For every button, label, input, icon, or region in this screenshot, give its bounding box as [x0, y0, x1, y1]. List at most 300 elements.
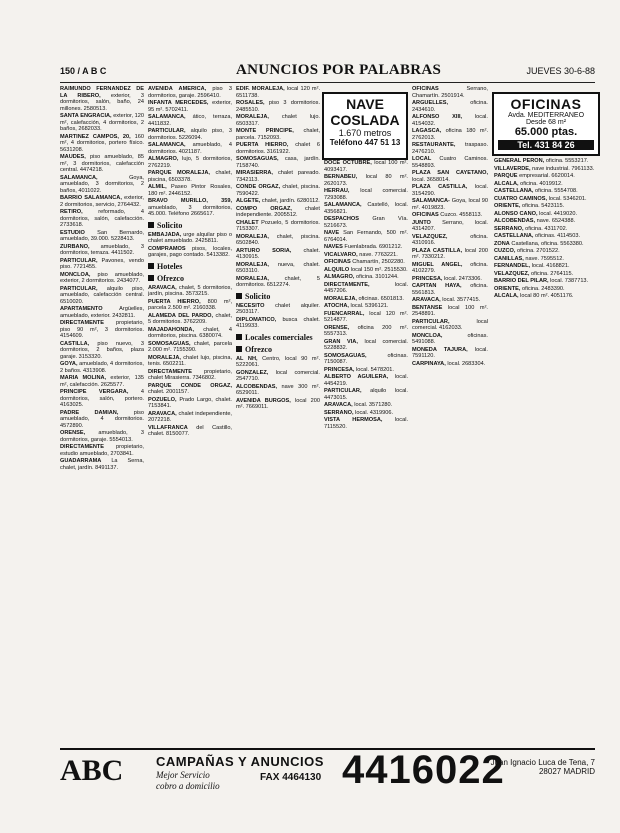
- ad-lead: GONZALEZ,: [236, 369, 269, 376]
- classified-ad: [494, 173, 595, 180]
- ad-text: alquilo piso, amueblado, calefacción central. 6510020.: [60, 285, 144, 305]
- ad-text: 4 dormitorios, salón, portero. 4163025.: [60, 389, 144, 408]
- ad-lead: MONCLOA,: [60, 271, 91, 278]
- ad-text: Castelló, local. 4356821.: [324, 202, 408, 215]
- section-heading-label: Locales comerciales: [245, 332, 313, 342]
- ad-lead: VILLAVERDE,: [494, 165, 531, 172]
- ad-text: oficina. 5554708.: [535, 188, 578, 194]
- classified-ad: [412, 184, 488, 197]
- campaign-banner: CAMPAÑAS Y ANUNCIOS: [156, 754, 324, 769]
- ad-text: local. 4168821.: [531, 263, 570, 269]
- classified-ad: [324, 282, 408, 295]
- classified-ad: [494, 233, 595, 240]
- ad-text: pisos, locales, garajes, pago contado. 5413382.: [148, 245, 232, 258]
- classified-ad: [324, 252, 408, 259]
- ad-lead: AL NH,: [236, 355, 258, 362]
- classified-ad: [324, 160, 408, 173]
- ad-text: piso nuevo, 3 dormitorios, 2 baños, plaza garaje. 3153320.: [60, 340, 144, 360]
- section-heading: [148, 221, 232, 230]
- ad-lead: RETIRO,: [60, 209, 83, 215]
- classified-ad: [148, 100, 232, 113]
- ad-text: Goya, local 90 m². 4019823.: [412, 198, 488, 211]
- ad-text: local. 7591120.: [412, 346, 488, 359]
- ad-text: oficinas. 6501813.: [358, 295, 404, 302]
- ad-lead: PRINCESA,: [324, 366, 355, 373]
- ad-lead: PRINCIPE VERGARA,: [60, 389, 129, 395]
- ad-lead: POZUELO,: [148, 396, 177, 403]
- ad-text: del Castillo, chalet. 8150077.: [148, 424, 232, 437]
- classified-ad: [60, 113, 144, 133]
- section-heading-label: Ofrezco: [157, 273, 184, 283]
- classified-ad: [494, 248, 595, 255]
- ad-lead: PUERTA HIERRO,: [236, 142, 289, 148]
- ads-column-1: [60, 86, 144, 742]
- ad-lead: PRINCESA,: [412, 275, 443, 282]
- classified-ad: [148, 327, 232, 340]
- classified-ad: [324, 374, 408, 387]
- ad-lead: MORALEJA,: [236, 233, 269, 240]
- classified-ad: [236, 114, 320, 127]
- ad-lead: ALFONSO XIII,: [412, 114, 463, 120]
- ad-lead: PADRE DAMIAN,: [60, 409, 119, 416]
- ad-text: local. 4457206.: [324, 281, 408, 294]
- ad-text: oficina. 5561813.: [412, 283, 488, 296]
- ad-oficinas-price: 65.000 ptas.: [514, 126, 578, 138]
- classified-ad: [324, 230, 408, 243]
- classified-ad: [324, 339, 408, 352]
- classified-ad: [60, 286, 144, 306]
- classified-ad: [324, 188, 408, 201]
- ad-lead: PARQUE MORALEJA,: [148, 170, 210, 176]
- ad-lead: VISTA HERMOSA,: [324, 417, 383, 423]
- square-bullet-icon: [236, 293, 242, 299]
- classified-ad: [412, 305, 488, 318]
- ad-lead: GUADARRAMA: [60, 458, 102, 464]
- ad-lead: PARTICULAR,: [60, 285, 98, 292]
- ad-text: Cuatro Caminos. 5548893.: [412, 156, 488, 169]
- classified-ad: [494, 286, 595, 293]
- classified-ad: [494, 166, 595, 173]
- ad-lead: PLAZA SAN CAYETANO,: [412, 170, 488, 176]
- ad-nave-line3: 1.670 metros: [338, 128, 392, 138]
- ads-column-6: [494, 158, 595, 742]
- ad-lead: HERRAU,: [324, 188, 350, 194]
- ad-lead: GRAN VIA,: [324, 338, 358, 345]
- classified-ad: [324, 325, 408, 338]
- classified-ad: [412, 128, 488, 141]
- classified-ad: [412, 234, 488, 247]
- classified-ad: [148, 355, 232, 368]
- ad-lead: DIPLOMATICO,: [236, 316, 277, 323]
- oficinas-ad: [492, 92, 600, 156]
- ad-text: local. 4319906.: [355, 409, 394, 416]
- ad-text: La Serna, chalet, jardín. 8491137.: [60, 458, 144, 471]
- ad-text: nueva, chalet. 6503110.: [236, 261, 320, 274]
- classified-ad: [60, 430, 144, 443]
- ad-lead: AVENIDA AMERICA,: [148, 86, 207, 92]
- ad-lead: APARTAMENTO: [60, 306, 103, 312]
- ad-text: amueblado, 3 dormitorios, terraza. 4411502.: [60, 243, 144, 256]
- ad-text: Cuzco. 4558113.: [440, 212, 483, 218]
- ad-lead: MONCLOA,: [412, 332, 443, 339]
- ad-oficinas-title: OFICINAS: [510, 96, 582, 112]
- section-heading: [148, 262, 232, 271]
- ad-lead: MORALEJA,: [236, 275, 269, 282]
- classified-ad: [60, 175, 144, 195]
- ad-text: chalet, 4 dormitorios, piscina. 6380074.: [148, 326, 232, 339]
- ad-lead: OFICINAS: [412, 86, 439, 92]
- ad-lead: CUZCO,: [494, 248, 516, 254]
- ad-text: oficina. 2701522.: [517, 248, 560, 254]
- ad-lead: SALAMANCA,: [60, 174, 98, 181]
- ad-lead: ALGETE,: [236, 198, 261, 204]
- ad-lead: CUATRO CAMINOS,: [494, 195, 548, 202]
- classified-ad: [236, 384, 320, 397]
- ad-text: chalet alquiler. 2503117.: [236, 302, 320, 315]
- ad-text: Goya, amueblado, 3 dormitorios, 2 baños, 4011022.: [60, 174, 144, 194]
- ad-text: 160 m², 4 dormitorios, portero físico. 5631208.: [60, 133, 144, 153]
- ad-text: amueblado, 3 dormitorios, 45.000. Teléfono 2665617.: [148, 204, 232, 217]
- page-label: 150 / A B C: [60, 66, 107, 76]
- classified-ad: [324, 388, 408, 401]
- ad-lead: PARTICULAR,: [324, 388, 362, 394]
- section-heading: [236, 345, 320, 354]
- ad-lead: CAPITAN HAYA,: [412, 283, 462, 289]
- classified-ad: [494, 226, 595, 233]
- ad-text: Fuenlabrada. 6901212.: [344, 244, 403, 250]
- ad-text: oficinas. 5491088.: [412, 332, 488, 345]
- ad-lead: COMPO ORGAZ,: [236, 205, 292, 212]
- classified-ad: [412, 100, 488, 113]
- ad-text: San Fernando, 500 m². 6764014.: [324, 230, 408, 243]
- ad-text: amueblado, 4 dormitorios, 2 baños. 4313908.: [60, 361, 144, 374]
- ad-lead: MONEDA TAJURA,: [412, 346, 468, 353]
- ad-text: Argüelles, amueblado, exterior. 2432811.: [60, 306, 144, 319]
- ad-lead: EMBAJADA,: [148, 231, 182, 238]
- ad-lead: ALMIL,: [148, 184, 167, 190]
- ad-lead: ALCALA,: [494, 293, 519, 299]
- classified-ad: [236, 370, 320, 383]
- ad-text: chalet. 2001157.: [148, 389, 189, 395]
- ad-text: Serrano, Chamartín. 2501914.: [412, 86, 488, 99]
- ad-text: piso 3 dormitorios, garaje. 2596410.: [148, 86, 232, 99]
- ad-lead: ORENSE,: [324, 324, 350, 331]
- ad-text: local comercial. 2547710.: [236, 369, 320, 382]
- classified-ad: [148, 299, 232, 312]
- ad-text: chalet, parcela. 7152093.: [236, 128, 320, 141]
- classified-ad: [412, 198, 488, 211]
- classified-ad: [148, 285, 232, 298]
- ad-lead: ORIENTE,: [494, 203, 521, 209]
- ad-lead: PLAZA CASTILLA,: [412, 247, 463, 254]
- ad-text: oficina. 4019912.: [520, 180, 563, 187]
- address-line2: 28027 MADRID: [538, 767, 595, 776]
- ad-lead: ZURBANO,: [60, 243, 90, 250]
- ad-lead: GOYA,: [60, 361, 78, 367]
- classified-ad: [236, 184, 320, 197]
- classified-ad: [412, 170, 488, 183]
- ad-lead: VELAZQUEZ,: [412, 233, 448, 240]
- classified-ad: [60, 154, 144, 174]
- ad-lead: CANILLAS,: [494, 255, 524, 262]
- ads-column-4: [324, 160, 408, 742]
- classified-ad: [324, 296, 408, 303]
- ad-text: exterior, 95 m². 5702411.: [148, 100, 232, 113]
- ad-text: Paseo Pintor Rosales, 180 m². 2446152.: [148, 184, 232, 197]
- ad-lead: MARTINEZ CAMPOS, 20,: [60, 133, 131, 140]
- classified-ad: [324, 353, 408, 366]
- ads-phone-number: 4416022: [342, 748, 505, 792]
- ad-text: oficina. 2483390.: [521, 285, 565, 292]
- classified-ad: [148, 411, 232, 424]
- classified-ad: [148, 198, 232, 218]
- ad-lead: ALMAGRO,: [324, 274, 355, 280]
- ad-text: busca chalet. 4119933.: [236, 316, 320, 329]
- classified-ad: [236, 198, 320, 205]
- classified-ad: [148, 184, 232, 197]
- ad-lead: MARIA MOLINA,: [60, 375, 107, 381]
- classified-ad: [324, 267, 408, 274]
- classified-ad: [236, 86, 320, 99]
- ad-text: exterior, 3 dormitorios, salón, baño, 24 millones. 2580513.: [60, 92, 144, 112]
- ad-text: Gran Vía. 5216673.: [324, 216, 408, 229]
- ad-lead: BARRIO SALAMANCA,: [60, 195, 122, 201]
- ad-nave-line1: NAVE: [346, 96, 384, 112]
- ad-oficinas-size: Desde 68 m²: [525, 119, 567, 126]
- classified-ad: [236, 248, 320, 261]
- ad-lead: NECESITO: [236, 302, 265, 309]
- ad-text: propietario, piso 90 m², 3 dormitorios. 4154609.: [60, 320, 144, 339]
- ad-text: Castellana, oficina. 5563380.: [511, 240, 584, 247]
- ad-text: oficina. 5423115.: [521, 203, 565, 209]
- ad-text: chalet independiente, 2072218.: [148, 410, 232, 423]
- classified-ad: [412, 220, 488, 233]
- ad-lead: ALMAGRO,: [148, 156, 179, 162]
- ad-lead: DIRECTAMENTE: [148, 368, 193, 375]
- classified-ad: [324, 174, 408, 187]
- classified-ad: [494, 181, 595, 188]
- classified-ad: [60, 410, 144, 430]
- ad-lead: ALONSO CANO,: [494, 210, 538, 217]
- ad-text: local. 3154290.: [412, 184, 488, 197]
- cobro-tagline: cobro a domicilio: [156, 781, 220, 791]
- classified-ad: [148, 142, 232, 155]
- classified-ad: [60, 320, 144, 340]
- nave-coslada-ad: [322, 92, 408, 160]
- ad-text: nave. 7595512.: [525, 255, 564, 262]
- classified-ad: [148, 114, 232, 127]
- ad-lead: SOMOSAGUAS,: [148, 340, 191, 347]
- classified-ad: [236, 220, 320, 233]
- ad-text: oficina. 4310916.: [412, 233, 488, 246]
- ad-lead: INFANTA MERCEDES,: [148, 100, 209, 106]
- classified-ad: [236, 100, 320, 113]
- ad-text: Centro, local 90 m². 5222061.: [236, 355, 320, 368]
- classified-ad: [148, 156, 232, 169]
- classified-ad: [324, 417, 408, 430]
- classified-ad: [494, 196, 595, 203]
- ad-lead: CASTELLANA,: [494, 233, 534, 239]
- ad-text: piso 3 dormitorios. 2485510.: [236, 100, 320, 113]
- ad-lead: ORIENTE,: [494, 285, 521, 292]
- ad-text: oficina. 2434610.: [412, 100, 488, 113]
- ad-lead: MORALEJA,: [236, 114, 269, 120]
- ad-text: local. 4454219.: [324, 374, 408, 387]
- classified-ad: [324, 202, 408, 215]
- classified-ad: [236, 156, 320, 169]
- classified-ad: [324, 216, 408, 229]
- ad-text: local. 4154032.: [412, 114, 488, 127]
- ad-text: amueblado, 3 dormitorios, garaje. 5554013.: [60, 430, 144, 443]
- ad-text: local 100 m². 4093417.: [324, 160, 408, 173]
- classified-ad: [236, 356, 320, 369]
- ad-lead: ALCOBENDAS,: [494, 218, 536, 224]
- ad-lead: DIRECTAMENTE: [60, 444, 105, 450]
- ad-text: piso amueblado, 85 m², 3 dormitorios, calefacción central. 4474218.: [60, 154, 144, 173]
- ad-lead: JUNTO: [412, 219, 431, 226]
- ad-lead: AVENIDA BURGOS,: [236, 397, 291, 404]
- classified-ad: [236, 317, 320, 330]
- ad-lead: BERNABEU,: [324, 174, 358, 180]
- ad-text: exterior, 2 dormitorios, servicio, 2764432.: [60, 195, 144, 208]
- classified-ad: [60, 86, 144, 112]
- ad-lead: SALAMANCA,: [148, 114, 186, 120]
- classified-ad: [236, 276, 320, 289]
- ad-lead: EDIF. MORALEJA,: [236, 86, 285, 92]
- ad-nave-line2: COSLADA: [330, 112, 400, 128]
- ad-text: chalet lujo. 6503317.: [236, 114, 320, 127]
- ad-lead: VELAZQUEZ,: [494, 270, 530, 277]
- ad-lead: CASTILLA,: [60, 340, 90, 347]
- ad-lead: PUERTA HIERRO,: [148, 298, 201, 305]
- classified-ad: [494, 293, 595, 300]
- page-footer: [60, 748, 595, 800]
- classified-ad: [412, 333, 488, 346]
- classified-ad: [494, 241, 595, 248]
- ad-text: nave 300 m². 6529011.: [236, 383, 320, 396]
- ad-lead: DESPACHOS: [324, 216, 360, 222]
- ad-lead: NAVES: [324, 244, 343, 250]
- classified-ad: [494, 256, 595, 263]
- ad-lead: CARPINAYA,: [412, 360, 446, 367]
- ad-lead: SERRANO,: [324, 409, 354, 416]
- ad-lead: ARGUELLES,: [412, 100, 449, 106]
- classified-ad: [412, 114, 488, 127]
- page-header: [60, 62, 595, 83]
- classified-ad: [148, 170, 232, 183]
- ad-text: chalet, piscina, 6503378.: [148, 170, 232, 183]
- ad-lead: ZONA: [494, 240, 510, 247]
- ad-lead: ARAVACA,: [324, 402, 353, 408]
- ad-text: chalet, 5 dormitorios, jardín, piscina. 3573215.: [148, 284, 232, 297]
- office-address: [491, 758, 595, 776]
- ad-lead: MAUDES,: [60, 154, 86, 160]
- ad-text: 800 m², parcela 2.500 m². 2160338.: [148, 298, 232, 311]
- ad-text: Serrano, local. 4314207.: [412, 219, 488, 232]
- classified-ad: [60, 341, 144, 361]
- ad-text: local 200 m². 7669011.: [236, 397, 320, 410]
- ad-text: oficinas. 7150087.: [324, 352, 408, 365]
- ad-text: Prado Largo, chalet. 7153841.: [148, 396, 232, 409]
- ad-lead: PARQUE CONDE ORGAZ,: [148, 382, 232, 389]
- section-heading: [236, 333, 320, 342]
- classified-ad: [148, 246, 232, 259]
- ad-lead: SANTA ENGRACIA,: [60, 113, 112, 119]
- classified-ad: [412, 347, 488, 360]
- ad-lead: SOMOSAGUAS,: [236, 156, 279, 162]
- ad-lead: LOCAL: [412, 156, 432, 162]
- issue-date: JUEVES 30-6-88: [526, 66, 595, 76]
- classified-ad: [148, 313, 232, 326]
- ad-text: lujo, 5 dormitorios, 2762219.: [148, 156, 232, 169]
- ad-text: local. 4419020.: [539, 210, 578, 217]
- section-heading: [236, 292, 320, 301]
- ad-text: local. 2683304.: [447, 360, 486, 367]
- classified-ad: [236, 142, 320, 155]
- ad-text: amueblado, 4 dormitorios. 4021187.: [148, 142, 232, 155]
- square-bullet-icon: [148, 263, 154, 269]
- classified-ad: [60, 134, 144, 154]
- ad-lead: ALBERTO AGUILERA,: [324, 374, 389, 380]
- ad-text: casa, jardín. 7158740.: [236, 156, 320, 169]
- ad-text: local comercial. 5228832.: [324, 338, 408, 351]
- classified-ad: [148, 128, 232, 141]
- ad-lead: SALAMANCA,: [324, 202, 362, 208]
- classified-ad: [324, 274, 408, 281]
- classified-ad: [148, 397, 232, 410]
- classified-ad: [148, 425, 232, 438]
- classified-ad: [236, 206, 320, 219]
- ad-lead: SALAMANCA,: [148, 142, 186, 148]
- ad-text: local 100 m². 2548891.: [412, 304, 488, 317]
- ad-lead: ESTUDIO: [60, 229, 85, 236]
- ad-lead: ORENSE,: [60, 430, 86, 436]
- ad-lead: PARTICULAR,: [412, 318, 450, 325]
- ad-lead: PARTICULAR,: [148, 128, 186, 134]
- classified-ad: [494, 218, 595, 225]
- classified-ad: [324, 402, 408, 409]
- classified-ad: [60, 230, 144, 243]
- ad-text: local. 5396121.: [350, 303, 389, 309]
- ad-lead: CONDE ORGAZ,: [236, 184, 281, 190]
- ad-text: chalet independiente. 2005512.: [236, 205, 320, 218]
- ad-lead: PARTICULAR,: [60, 257, 98, 264]
- ad-text: Chamartín, 2502280.: [352, 259, 405, 265]
- ad-text: oficina. 4102279.: [412, 261, 488, 274]
- classified-ad: [324, 367, 408, 374]
- ad-text: nave industrial. 7961133.: [532, 165, 595, 172]
- classified-ad: [148, 341, 232, 354]
- ad-text: alquilo local. 4473015.: [324, 388, 408, 401]
- ad-text: local 120 m². 6511738.: [236, 86, 320, 99]
- ad-lead: ALCALA,: [494, 180, 519, 187]
- ad-text: local 80 m². 4051176.: [520, 293, 574, 299]
- classified-ad: [60, 244, 144, 257]
- ad-text: local 150 m². 2515530.: [350, 266, 408, 273]
- ad-text: local. 7115520.: [324, 417, 408, 430]
- ad-lead: RAIMUNDO FERNANDEZ DE LA RIBERO,: [60, 86, 144, 99]
- ad-lead: BRAVO MURILLO, 359,: [148, 198, 232, 204]
- ad-text: piso amueblado, exterior, 2 dormitorios. 2434077.: [60, 271, 144, 284]
- classified-ad: [494, 158, 595, 165]
- ad-lead: FUENCARRAL,: [324, 310, 365, 317]
- square-bullet-icon: [236, 334, 242, 340]
- ad-text: oficina. 2764115.: [531, 270, 574, 277]
- ad-lead: ALAMEDA DEL PARDO,: [148, 312, 214, 319]
- ad-nave-phone: Teléfono 447 51 13: [329, 138, 401, 147]
- section-heading-label: Hoteles: [157, 261, 183, 271]
- section-heading-label: Solicito: [245, 291, 271, 301]
